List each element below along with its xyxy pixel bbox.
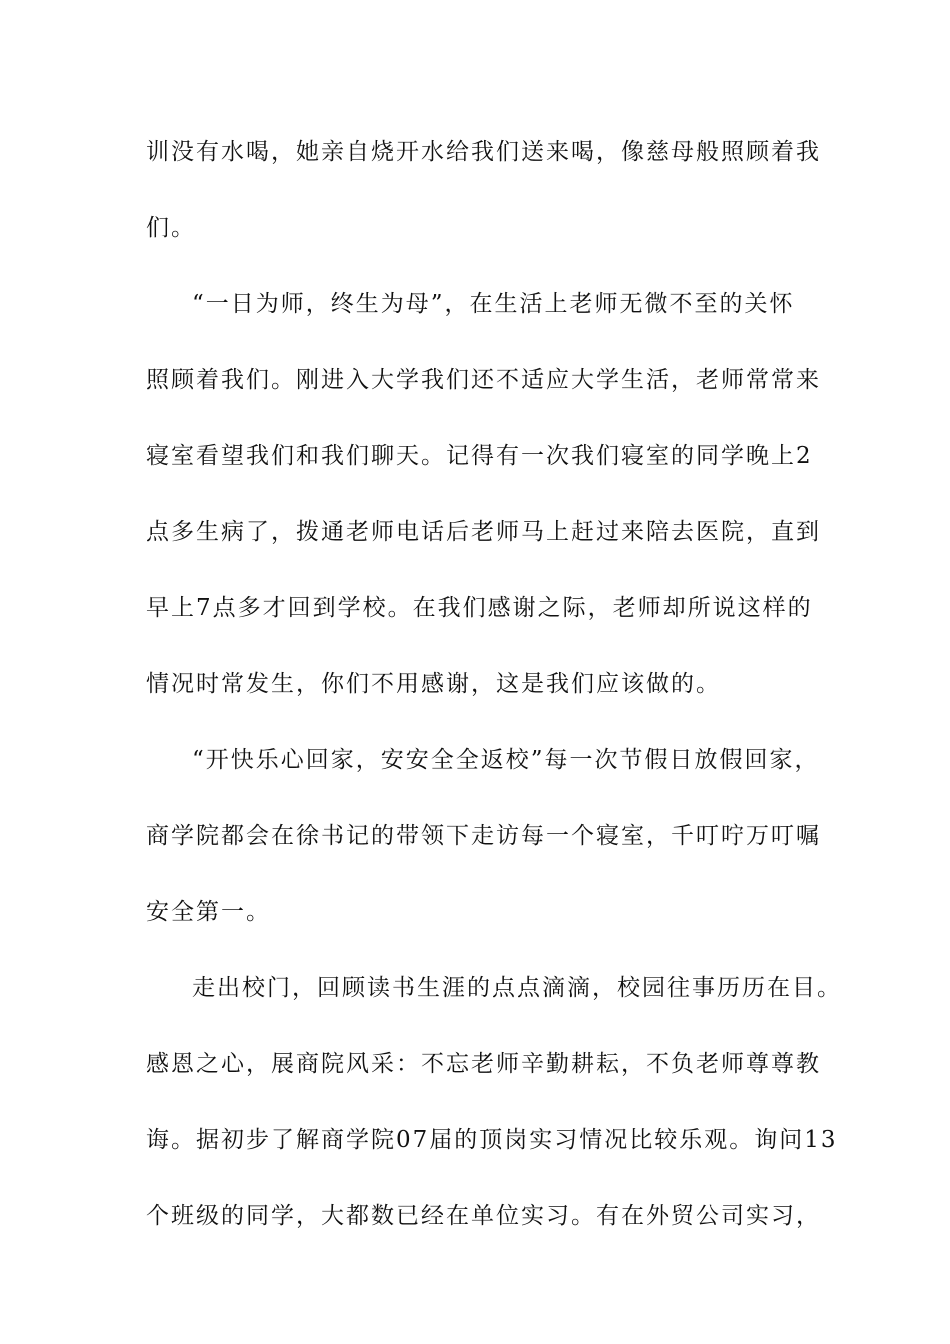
paragraph-start-line: 走出校门，回顾读书生涯的点点滴滴，校园往事历历在目。	[192, 975, 842, 1001]
text-line: 个班级的同学，大都数已经在单位实习。有在外贸公司实习，	[146, 1203, 821, 1229]
text-line: 寝室看望我们和我们聊天。记得有一次我们寝室的同学晚上2	[146, 443, 813, 469]
text-line: 训没有水喝，她亲自烧开水给我们送来喝，像慈母般照顾着我	[146, 139, 821, 165]
text-line: 安全第一。	[146, 899, 271, 925]
text-line: 商学院都会在徐书记的带领下走访每一个寝室，千叮咛万叮嘱	[146, 823, 821, 849]
paragraph-start-line: “开快乐心回家，安安全全返校”每一次节假日放假回家，	[192, 747, 820, 773]
text-line: 们。	[146, 215, 196, 241]
text-line: 早上7点多才回到学校。在我们感谢之际，老师却所说这样的	[146, 595, 813, 621]
text-line: 诲。据初步了解商学院07届的顶岗实习情况比较乐观。询问13	[146, 1127, 838, 1153]
text-line: 照顾着我们。刚进入大学我们还不适应大学生活，老师常常来	[146, 367, 821, 393]
paragraph-start-line: “一日为师，终生为母”，在生活上老师无微不至的关怀	[192, 291, 795, 317]
text-line: 点多生病了，拨通老师电话后老师马上赶过来陪去医院，直到	[146, 519, 821, 545]
text-line: 情况时常发生，你们不用感谢，这是我们应该做的。	[146, 671, 721, 697]
body-text	[146, 124, 842, 1264]
text-line: 感恩之心，展商院风采：不忘老师辛勤耕耘，不负老师尊尊教	[146, 1051, 821, 1077]
